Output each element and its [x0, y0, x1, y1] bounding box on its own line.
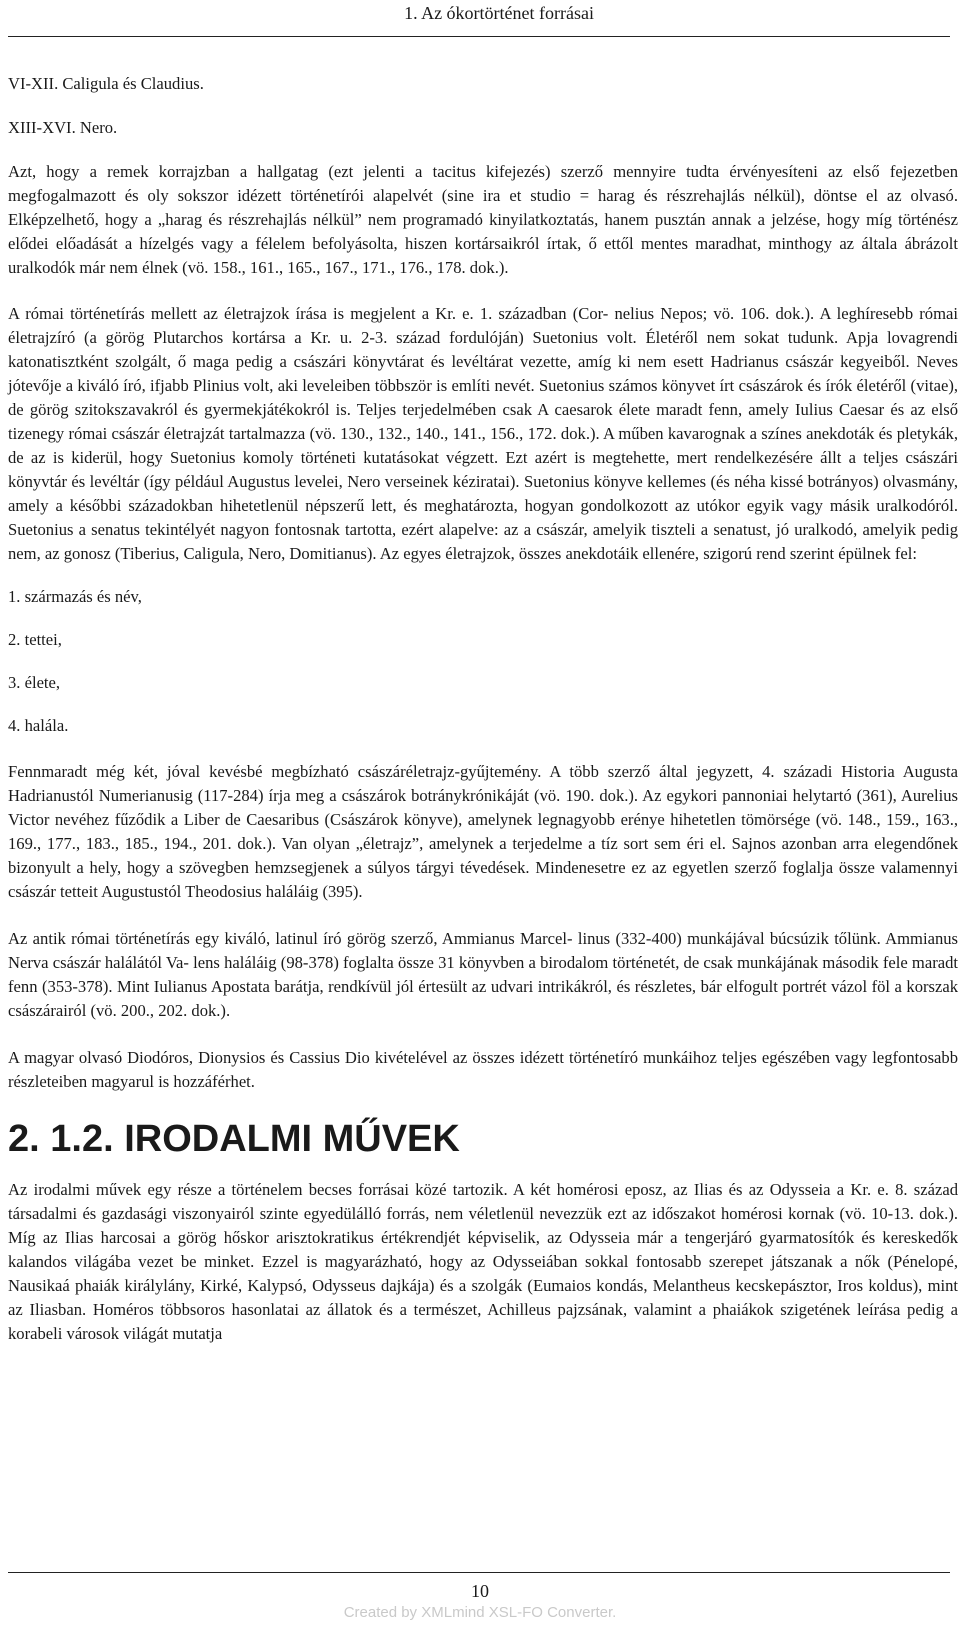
paragraph-magyar-olvaso: A magyar olvasó Diodóros, Dionysios és Cassius Dio kivételével az összes idézett történetíró munkáihoz teljes egészében vagy legfontosabb részleteiben magyarul is hozzáférhet. — [8, 1048, 958, 1091]
page-number: 10 — [471, 1581, 489, 1601]
header-rule — [8, 36, 950, 37]
paragraph-historia-augusta: Fennmaradt még két, jóval kevésbé megbízható császáréletrajz-gyűjtemény. A több szerző által jegyzett, 4. századi Historia Augusta Hadrianustól Numerianusig (117-284) írja meg a császárok botránykrónikáját (vö. 190. dok.). Az egykori pannoniai helytartó (361), Aurelius Victor nevéhez fűződik a Liber de Caesaribus (Császárok könyve), amelynek legnagyobb erénye hihetetlen tömörsége (vö. 148., 159., 163., 169., 177., 183., 185., 194., 201. dok.). Van olyan „életrajz”, amelynek a terjedelme a tíz sort sem éri el. Sajnos azonban arra elegendőnek bizonyult a hely, hogy a szövegben hemzsegjenek a súlyos tárgyi tévedések. Mindenesetre ez az egyetlen szerző foglalja össze valamennyi császár tetteit Augustustól Theodosius haláláig (395). — [8, 762, 958, 901]
creator-watermark: Created by XMLmind XSL-FO Converter. — [343, 1604, 617, 1621]
paragraph-ammianus: Az antik római történetírás egy kiváló, latinul író görög szerző, Ammianus Marcel- linus (332-400) munkájával búcsúzik tőlünk. Ammianus Nerva császár halálától Va- lens haláláig (98-378) foglalta össze 31 könyvben a birodalom történetét, de csak munkájának második fele maradt fenn (353-378). Mint Iulianus Apostata barátja, rendkívül jól értesült az udvari intrikákról, és részletes, bár elfogult portrét vázol föl a korszak császárairól (vö. 200., 202. dok.). — [8, 929, 958, 1020]
list-item-4: 4. halála. — [8, 716, 69, 735]
list-item-3: 3. élete, — [8, 673, 61, 692]
list-item-2: 2. tettei, — [8, 630, 62, 649]
paragraph-irodalmi-muvek: Az irodalmi művek egy része a történelem becses forrásai közé tartozik. A két homérosi eposz, az Ilias és az Odysseia a Kr. e. 8. század társadalmi és gazdasági viszonyairól szinte egyedülálló forrás, nem véletlenül nevezzük ezt az időszakot homérosi kornak (vö. 10-13. dok.). Míg az Ilias harcosai a görög hőskor arisztokratikus értékrendjét képviselik, az Odysseia már a tengerjáró gyarmatosítók és kereskedők kalandos világába vezet be minket. Ezzel is magyarázható, hogy az Odysseiában sokkal fontosabb szerepet játszanak a nők (Pénelopé, Nausikaá phaiák királylány, Kirké, Kalypsó, Odysseus dajkája) és a szolgák (Eumaios kondás, Melantheus kecskepásztor, Iros koldus), mint az Iliasban. Homéros többsoros hasonlatai az állatok és a természet, Achilleus pajzsának, valamint a phaiákok szigetének leírása pedig a korabeli városok világát mutatja — [8, 1180, 958, 1343]
footer-rule — [8, 1572, 950, 1573]
paragraph-tacitus: Azt, hogy a remek korrajzban a hallgatag (ezt jelenti a tacitus kifejezés) szerző mennyire tudta érvényesíteni az első fejezetben megfogalmazott és oly sokszor idézett történetírói alapelvét (sine ira et studio = harag és részrehajlás nélkül), döntse el az olvasó. Elképzelhető, hogy a „harag és részrehajlás nélkül” nem programadó kinyilatkoztatás, hanem pusztán annak a jelzése, hogy míg történész elődei előadását a hízelgés vagy a félelem befolyásolta, hiszen kortársaikról írtak, ő ettől mentes maradhat, minthogy az általa ábrázolt uralkodók már nem élnek (vö. 158., 161., 165., 167., 171., 176., 178. dok.). — [8, 162, 958, 277]
section-heading: 2. 1.2. IRODALMI MŰVEK — [8, 1118, 460, 1160]
running-header: 1. Az ókortörténet forrásai — [404, 3, 594, 23]
line-caligula: VI-XII. Caligula és Claudius. — [8, 74, 204, 93]
paragraph-suetonius: A római történetírás mellett az életrajzok írása is megjelent a Kr. e. 1. században (Cor- nelius Nepos; vö. 106. dok.). A leghíresebb római életrajzíró (a görög Plutarchos kortársa a Kr. u. 2-3. század fordulóján) Suetonius volt. Életéről nem sokat tudunk. Apja lovagrendi katonatisztként szolgált, ő maga pedig a császári könyvtárat és levéltárat vezette, amíg ki nem esett Hadrianus császár kegyeiből. Neves jótevője a kiváló író, ifjabb Plinius volt, aki leveleiben többször is említi nevét. Suetonius számos könyvet írt császárok és írók életéről (vitae), de görög szitokszavakról és gyermekjátékokról is. Teljes terjedelmében csak A caesarok élete maradt fenn, amely Iulius Caesar és az első tizenegy római császár életrajzát tartalmazza (vö. 130., 132., 140., 141., 156., 172. dok.). A műben kavarognak a színes anekdoták és pletykák, de az is kiderül, hogy Suetonius komoly történeti kutatásokat végzett. Ezt azért is megtehette, mert rendelkezésére állt a teljes császári könyvtár és levéltár (így például Augustus levelei, Nero verseinek kéziratai). Suetonius könyve kellemes (és néha kissé botrányos) olvasmány, amely a későbbi századokban hihetetlenül népszerű lett, és meghatározta, hogyan gondolkozott az utókor egyik vagy másik uralkodóról. Suetonius a senatus tekintélyét nagyon fontosnak tartotta, ezért alapelve: az a császár, amelyik tiszteli a senatust, jó uralkodó, amelyik pedig nem, az gonosz (Tiberius, Caligula, Nero, Domitianus). Az egyes életrajzok, összes anekdotáik ellenére, szigorú rend szerint épülnek fel: — [8, 304, 958, 563]
page-content — [8, 72, 958, 1346]
list-item-1: 1. származás és név, — [8, 587, 142, 606]
line-nero: XIII-XVI. Nero. — [8, 118, 118, 137]
